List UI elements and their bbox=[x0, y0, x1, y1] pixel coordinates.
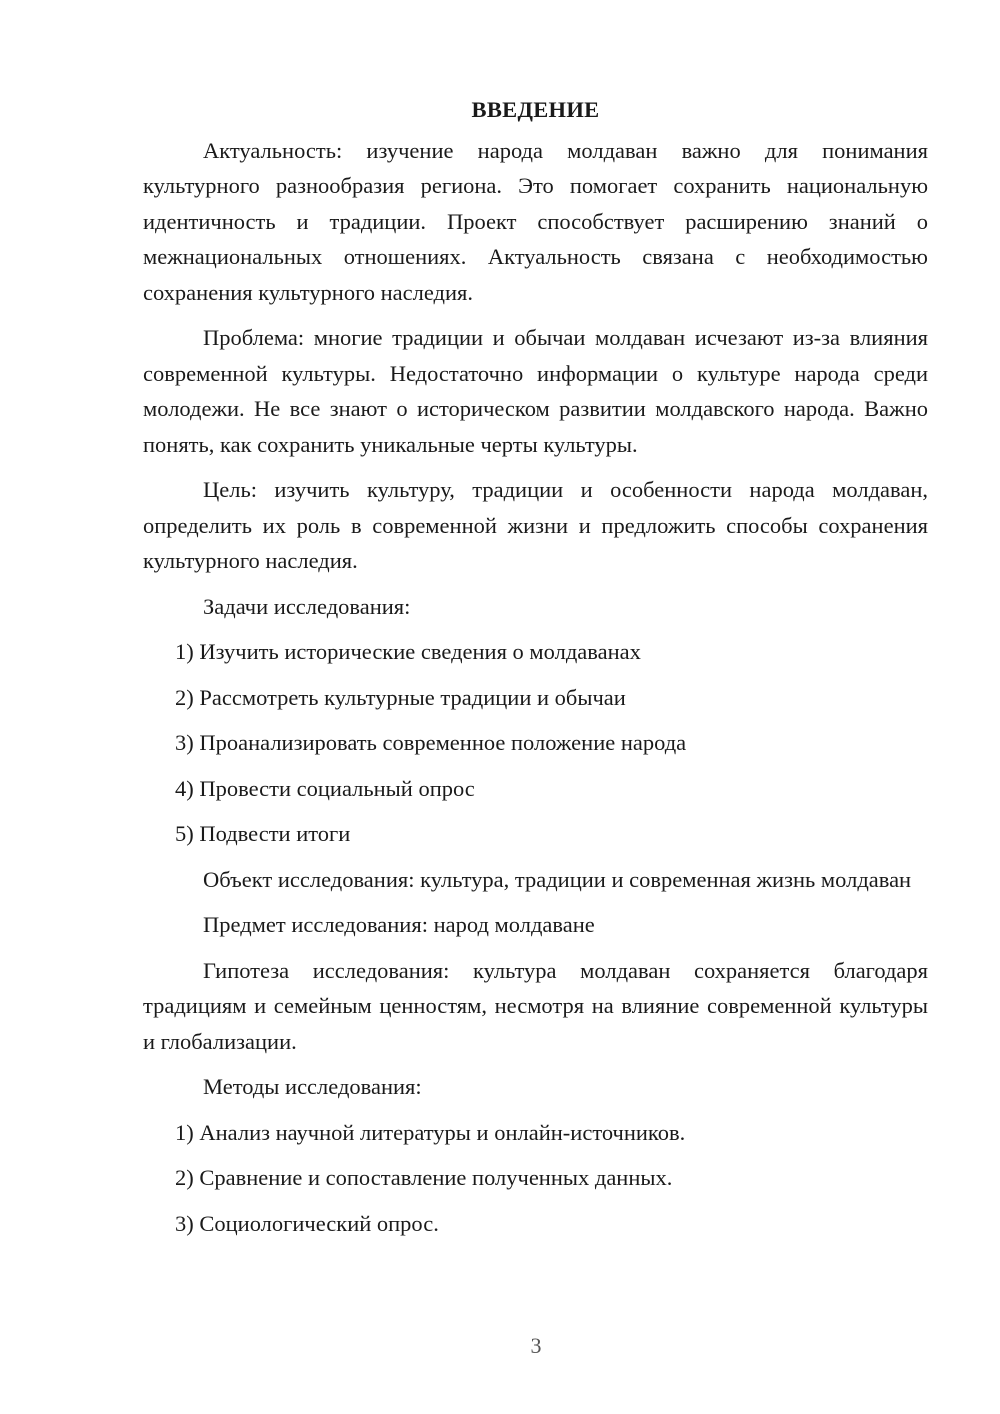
document-title: ВВЕДЕНИЕ bbox=[471, 97, 600, 122]
methods-list bbox=[143, 1115, 928, 1242]
hypothesis-paragraph: Гипотеза исследования: культура молдаван сохраняется благодаря традициям и семейным ценностям, несмотря на влияние современной культуры и глобализации. bbox=[143, 957, 928, 1054]
list-item: 2) Сравнение и сопоставление полученных данных. bbox=[175, 1165, 673, 1190]
list-item: 3) Социологический опрос. bbox=[175, 1210, 439, 1236]
subject-paragraph: Предмет исследования: народ молдаване bbox=[203, 912, 595, 937]
page-number: 3 bbox=[530, 1333, 542, 1358]
list-item: 1) Анализ научной литературы и онлайн-источников. bbox=[175, 1119, 686, 1145]
list-item: 3) Проанализировать современное положение народа bbox=[175, 730, 687, 755]
document-page bbox=[143, 92, 928, 1251]
list-item: 5) Подвести итоги bbox=[175, 821, 351, 846]
goal-paragraph: Цель: изучить культуру, традиции и особенности народа молдаван, определить их роль в современной жизни и предложить способы сохранения культурного наследия. bbox=[143, 477, 928, 573]
list-item: 4) Провести социальный опрос bbox=[175, 775, 475, 801]
tasks-heading: Задачи исследования: bbox=[203, 593, 411, 619]
object-paragraph: Объект исследования: культура, традиции и современная жизнь молдаван bbox=[203, 866, 912, 892]
relevance-paragraph: Актуальность: изучение народа молдаван важно для понимания культурного разнообразия региона. Это помогает сохранить национальную идентичность и традиции. Проект способствует расширению знаний о межнациональных отношениях. Актуальность связана с необходимостью сохранения культурного наследия. bbox=[143, 137, 928, 305]
methods-heading: Методы исследования: bbox=[203, 1074, 422, 1099]
list-item: 1) Изучить исторические сведения о молдаванах bbox=[175, 639, 641, 664]
problem-paragraph: Проблема: многие традиции и обычаи молдаван исчезают из-за влияния современной культуры. Недостаточно информации о культуре народа среди молодежи. Не все знают о историческом развитии молдавского народа. Важно понять, как сохранить уникальные черты культуры. bbox=[143, 325, 928, 457]
list-item: 2) Рассмотреть культурные традиции и обычаи bbox=[175, 684, 626, 710]
tasks-list bbox=[143, 634, 928, 852]
